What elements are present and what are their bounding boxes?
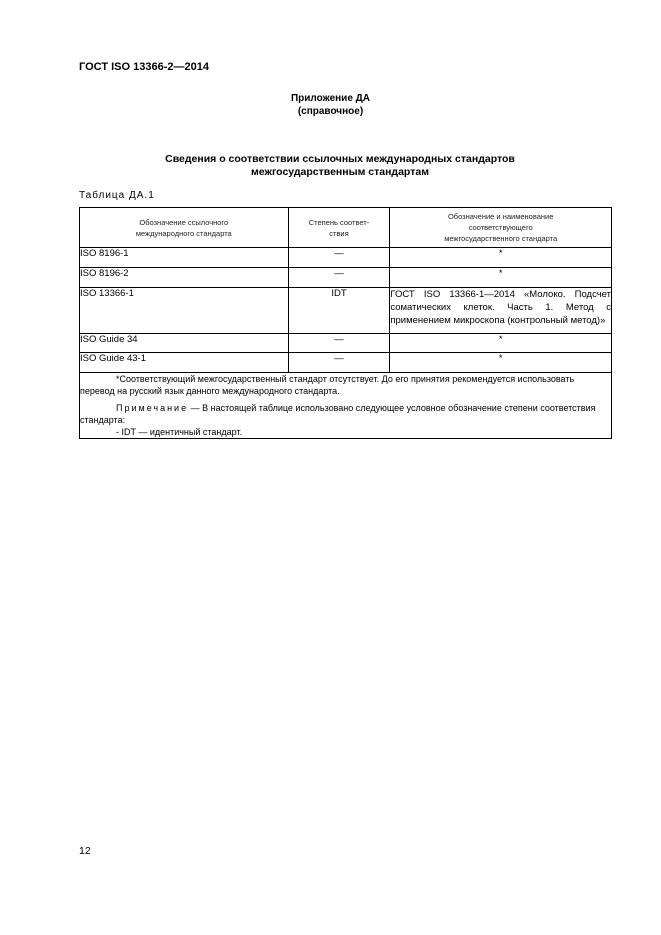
- notes-cell: [80, 373, 612, 439]
- note-text: — В настоящей таблице использовано следующее условное обозначение степени соответствия стандарта:: [80, 403, 596, 425]
- note-label: Примечание: [116, 403, 189, 413]
- header-ref-line1: Обозначение ссылочного: [139, 217, 229, 227]
- corresponding-cell: *: [390, 248, 612, 268]
- header-corr-line1: Обозначение и наименование: [447, 212, 554, 221]
- section-title-line2: межгосударственным стандартам: [251, 166, 429, 178]
- table-row: [80, 334, 612, 353]
- table-row: [80, 353, 612, 373]
- section-title: [79, 153, 601, 179]
- table-header-row: [80, 208, 612, 248]
- section-title-line1: Сведения о соответствии ссылочных международных стандартов: [165, 153, 515, 165]
- header-corr-line2: соответствующего: [468, 223, 533, 232]
- header-degree: [288, 208, 390, 248]
- ref-cell: ISO Guide 34: [80, 334, 289, 353]
- table-row: [80, 288, 612, 334]
- appendix-title: Приложение ДА: [290, 93, 371, 104]
- degree-cell: —: [288, 248, 390, 268]
- table-notes-row: [80, 373, 612, 439]
- header-ref-standard: [80, 208, 289, 248]
- footnote: *Соответствующий межгосударственный стандарт отсутствует. До его принятия рекомендуется использовать перевод на русский язык данного международного стандарта.: [80, 374, 575, 396]
- correspondence-table: [79, 207, 612, 439]
- corresponding-cell: *: [390, 353, 612, 373]
- table-label: Таблица ДА.1: [79, 190, 155, 201]
- header-corr-line3: межгосударственного стандарта: [444, 234, 558, 243]
- table-row: [80, 248, 612, 268]
- corresponding-cell: ГОСТ ISO 13366-1—2014 «Молоко. Подсчет соматических клеток. Часть 1. Метод с применением микроскопа (контрольный метод)»: [390, 288, 612, 334]
- ref-cell: ISO Guide 43-1: [80, 353, 289, 373]
- page-number: 12: [79, 845, 91, 857]
- ref-cell: ISO 8196-1: [80, 248, 289, 268]
- table-row: [80, 268, 612, 288]
- degree-cell: —: [288, 353, 390, 373]
- header-degree-line2: ствия: [329, 228, 349, 238]
- degree-cell: IDT: [288, 288, 390, 334]
- degree-cell: —: [288, 334, 390, 353]
- note-item: - IDT — идентичный стандарт.: [116, 427, 243, 437]
- corresponding-cell: *: [390, 334, 612, 353]
- corresponding-cell: *: [390, 268, 612, 288]
- appendix-heading: [0, 92, 661, 118]
- header-corresponding: [390, 208, 612, 248]
- header-degree-line1: Степень соответ-: [308, 217, 370, 227]
- document-code: ГОСТ ISO 13366-2—2014: [79, 61, 209, 73]
- header-ref-line2: международного стандарта: [135, 228, 232, 238]
- degree-cell: —: [288, 268, 390, 288]
- ref-cell: ISO 13366-1: [80, 288, 289, 334]
- appendix-subtitle: (справочное): [297, 106, 364, 117]
- ref-cell: ISO 8196-2: [80, 268, 289, 288]
- note: [80, 402, 611, 426]
